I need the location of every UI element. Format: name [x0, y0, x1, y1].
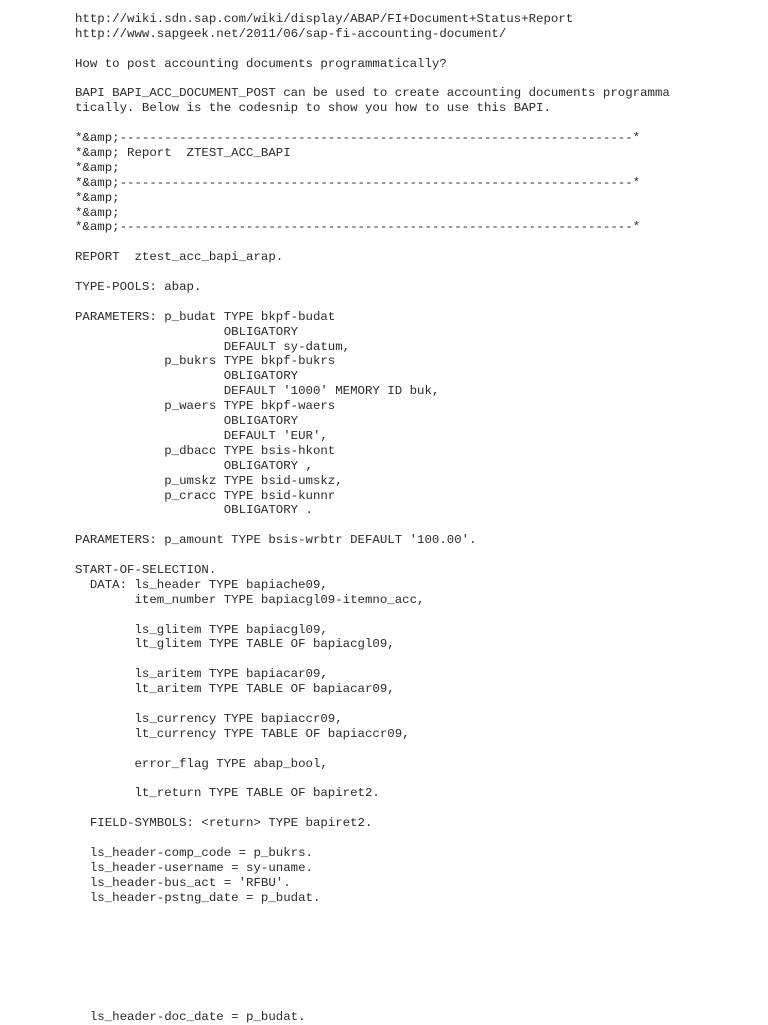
code-line: [75, 742, 670, 757]
code-line: lt_glitem TYPE TABLE OF bapiacgl09,: [75, 637, 395, 652]
code-line: [75, 801, 670, 816]
code-line: [75, 518, 670, 533]
code-line: p_umskz TYPE bsid-umskz,: [75, 473, 343, 488]
code-line: *&amp;---------------------------------------------------------------------*: [75, 131, 641, 146]
code-line: OBLIGATORY ,: [75, 458, 313, 473]
code-line: OBLIGATORY .: [75, 503, 313, 518]
code-line: *&amp;---------------------------------------------------------------------*: [75, 175, 641, 190]
code-line: OBLIGATORY: [75, 324, 299, 339]
code-line: ls_aritem TYPE bapiacar09,: [75, 667, 328, 682]
code-line: ls_glitem TYPE bapiacgl09,: [75, 622, 328, 637]
code-line: [75, 965, 670, 980]
code-line: ls_currency TYPE bapiaccr09,: [75, 711, 343, 726]
code-line: [75, 697, 670, 712]
code-line: PARAMETERS: p_budat TYPE bkpf-budat: [75, 309, 336, 324]
code-line: [75, 42, 670, 57]
code-line: [75, 771, 670, 786]
code-line: [75, 831, 670, 846]
code-line: p_cracc TYPE bsid-kunnr: [75, 488, 336, 503]
code-line: error_flag TYPE abap_bool,: [75, 756, 328, 771]
code-line: How to post accounting documents programmatically?: [75, 56, 447, 71]
code-line: p_bukrs TYPE bkpf-bukrs: [75, 354, 336, 369]
code-line: http://wiki.sdn.sap.com/wiki/display/ABAP/FI+Document+Status+Report: [75, 12, 574, 26]
code-line: [75, 950, 670, 965]
code-line: DEFAULT sy-datum,: [75, 339, 351, 354]
code-line: ls_header-doc_date = p_budat.: [75, 1009, 306, 1024]
code-line: ls_header-pstng_date = p_budat.: [75, 890, 321, 905]
code-line: [75, 265, 670, 280]
code-line: TYPE-POOLS: abap.: [75, 280, 202, 295]
code-document: [75, 12, 670, 1025]
code-line: item_number TYPE bapiacgl09-itemno_acc,: [75, 592, 425, 607]
code-line: *&amp;: [75, 190, 120, 205]
code-line: ls_header-comp_code = p_bukrs.: [75, 845, 313, 860]
code-line: DEFAULT 'EUR',: [75, 428, 328, 443]
code-line: DATA: ls_header TYPE bapiache09,: [75, 577, 328, 592]
code-line: ls_header-username = sy-uname.: [75, 860, 313, 875]
code-line: lt_aritem TYPE TABLE OF bapiacar09,: [75, 682, 395, 697]
code-line: tically. Below is the codesnip to show you how to use this BAPI.: [75, 101, 551, 116]
code-line: *&amp;---------------------------------------------------------------------*: [75, 220, 641, 235]
code-line: lt_return TYPE TABLE OF bapiret2.: [75, 786, 380, 801]
code-line: [75, 905, 670, 920]
code-line: [75, 72, 670, 87]
code-line: lt_currency TYPE TABLE OF bapiaccr09,: [75, 726, 410, 741]
code-line: [75, 548, 670, 563]
code-line: OBLIGATORY: [75, 414, 299, 429]
code-line: *&amp;: [75, 205, 120, 220]
code-line: [75, 608, 670, 623]
code-line: [75, 652, 670, 667]
code-line: FIELD-SYMBOLS: <return> TYPE bapiret2.: [75, 816, 373, 831]
code-line: [75, 235, 670, 250]
code-line: [75, 935, 670, 950]
code-line: BAPI BAPI_ACC_DOCUMENT_POST can be used to create accounting documents programma: [75, 86, 670, 101]
code-line: [75, 116, 670, 131]
code-line: PARAMETERS: p_amount TYPE bsis-wrbtr DEFAULT '100.00'.: [75, 533, 477, 548]
code-line: ls_header-bus_act = 'RFBU'.: [75, 875, 291, 890]
code-line: REPORT ztest_acc_bapi_arap.: [75, 250, 284, 265]
code-line: [75, 980, 670, 995]
code-line: p_waers TYPE bkpf-waers: [75, 399, 336, 414]
code-line: p_dbacc TYPE bsis-hkont: [75, 443, 336, 458]
code-line: [75, 920, 670, 935]
code-line: *&amp; Report ZTEST_ACC_BAPI: [75, 146, 291, 161]
code-line: START-OF-SELECTION.: [75, 562, 217, 577]
code-line: [75, 295, 670, 310]
code-line: *&amp;: [75, 160, 120, 175]
code-line: OBLIGATORY: [75, 369, 299, 384]
code-line: [75, 995, 670, 1010]
code-line: DEFAULT '1000' MEMORY ID buk,: [75, 384, 440, 399]
code-line: http://www.sapgeek.net/2011/06/sap-fi-accounting-document/: [75, 26, 507, 41]
